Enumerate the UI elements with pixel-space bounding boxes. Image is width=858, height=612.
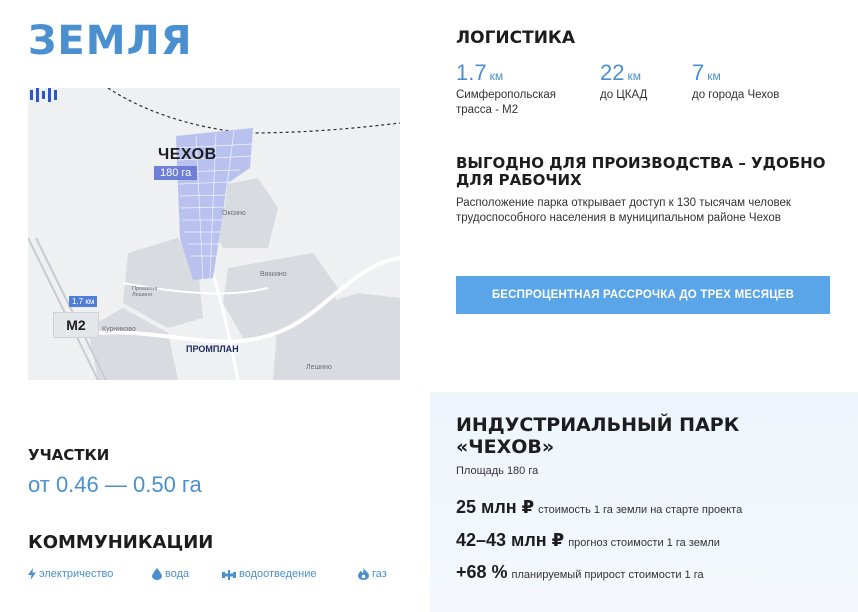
highway-badge: M2 [53, 312, 99, 338]
benefit-title: ВЫГОДНО ДЛЯ ПРОИЗВОДСТВА – УДОБНО ДЛЯ РАБОЧИХ [456, 154, 826, 189]
metric-value: +68 % [456, 562, 508, 582]
village-label: Лешино [306, 364, 332, 371]
promplan-logo: ПРОМПЛАН [186, 344, 239, 354]
plots-title: УЧАСТКИ [28, 446, 110, 464]
utility-water [152, 568, 189, 580]
utility-label: электричество [39, 568, 114, 580]
distance-badge: 1.7 км [69, 296, 97, 307]
logistics-item [600, 60, 647, 103]
benefit-text: Расположение парка открывает доступ к 130 тысячам человек трудоспособного населения в муниципальном районе Чехов [456, 197, 791, 224]
utility-drainage [222, 568, 317, 580]
metric-desc: прогноз стоимости 1 га земли [568, 537, 720, 549]
site-map [28, 88, 400, 380]
map-area-badge: 180 га [154, 166, 197, 180]
park-metric [456, 497, 742, 518]
installment-button[interactable]: БЕСПРОЦЕНТНАЯ РАССРОЧКА ДО ТРЕХ МЕСЯЦЕВ [456, 276, 830, 314]
page-title: ЗЕМЛЯ [28, 18, 193, 64]
logistics-value: 22 [600, 60, 625, 85]
logistics-item [456, 60, 556, 118]
lightning-icon [28, 568, 36, 580]
park-metric [456, 562, 704, 583]
metric-desc: стоимость 1 га земли на старте проекта [538, 504, 743, 516]
metric-value: 25 млн ₽ [456, 497, 535, 517]
promplan-logo-icon [28, 88, 64, 102]
park-area: Площадь 180 га [456, 465, 539, 477]
logistics-desc: Симферопольская трасса - М2 [456, 89, 557, 116]
logistics-unit: км [707, 69, 721, 83]
utility-label: вода [165, 568, 190, 580]
logistics-value: 7 [692, 60, 705, 85]
gas-flame-icon [358, 568, 369, 580]
plots-value: от 0.46 — 0.50 га [28, 472, 202, 497]
logistics-value: 1.7 [456, 60, 487, 85]
utility-electricity [28, 568, 113, 580]
communications-title: КОММУНИКАЦИИ [28, 532, 214, 553]
metric-desc: планируемый прирост стоимости 1 га [511, 569, 704, 581]
water-drop-icon [152, 568, 162, 580]
village-label: Вяхкино [260, 271, 287, 278]
village-label: Курниково [102, 326, 136, 333]
logistics-desc: до города Чехов [692, 89, 780, 101]
logistics-title: ЛОГИСТИКА [456, 28, 575, 48]
village-label: Промзона Лешино [132, 286, 158, 298]
logistics-desc: до ЦКАД [600, 89, 648, 101]
metric-value: 42–43 млн ₽ [456, 530, 565, 550]
village-label: Оксино [222, 210, 246, 217]
park-metric [456, 530, 720, 551]
utility-gas [358, 568, 387, 580]
park-title: ИНДУСТРИАЛЬНЫЙ ПАРК «ЧЕХОВ» [456, 414, 740, 458]
logistics-unit: км [627, 69, 641, 83]
logistics-item [692, 60, 779, 103]
utility-label: водоотведение [239, 568, 317, 580]
drainage-icon [222, 570, 236, 580]
logistics-unit: км [489, 69, 504, 83]
map-city-label: ЧЕХОВ [158, 146, 217, 163]
utility-label: газ [372, 568, 387, 580]
